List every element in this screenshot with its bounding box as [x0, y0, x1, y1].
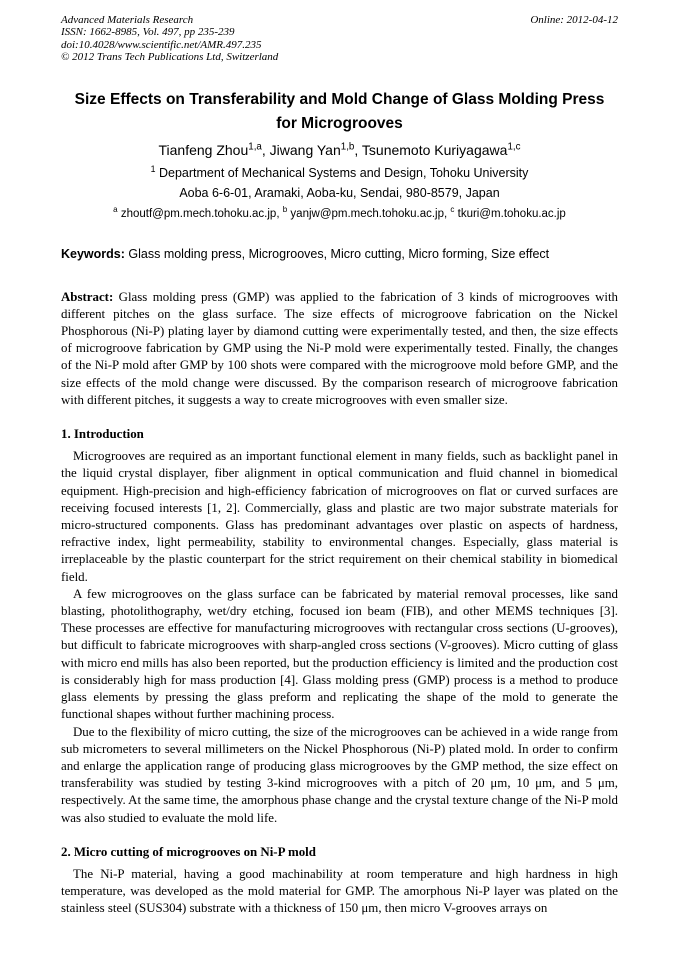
doi-line: doi:10.4028/www.scientific.net/AMR.497.235	[61, 38, 262, 51]
affiliation-sup: 1	[150, 163, 156, 174]
affiliation-text: Department of Mechanical Systems and Design, Tohoku University	[158, 165, 529, 180]
section-heading-introduction: 1. Introduction	[61, 427, 144, 442]
authors-line	[61, 142, 618, 158]
issn-line: ISSN: 1662-8985, Vol. 497, pp 235-239	[61, 26, 235, 39]
affiliation-line	[61, 163, 618, 180]
journal-header	[61, 14, 618, 64]
abstract-label: Abstract:	[61, 289, 114, 304]
author-sup: 1,b	[340, 140, 355, 152]
section-heading-micro-cutting: 2. Micro cutting of microgrooves on Ni-P mold	[61, 844, 316, 859]
keywords-text: Glass molding press, Microgrooves, Micro cutting, Micro forming, Size effect	[128, 246, 550, 261]
keywords-line	[61, 247, 618, 261]
abstract-paragraph	[61, 289, 618, 409]
email-text: tkuri@m.tohoku.ac.jp	[457, 207, 566, 220]
emails-line	[61, 204, 618, 220]
author-name: , Jiwang Yan	[261, 141, 341, 158]
paper-title: Size Effects on Transferability and Mold Change of Glass Molding Press for Microgrooves	[74, 90, 605, 132]
email-text: yanjw@pm.mech.tohoku.ac.jp,	[290, 207, 448, 220]
copyright-line: © 2012 Trans Tech Publications Ltd, Switzerland	[61, 51, 279, 64]
body-paragraph: A few microgrooves on the glass surface can be fabricated by material removal processes, like sand blasting, photolithography, wet/dry etching, focused ion beam (FIB), and other MEMS techniques [3]. These processes are effective for manufacturing microgrooves with rectangular cross sections (U-grooves), but difficult to fabricate microgrooves with sharp-angled cross sections (V-grooves). Micro cutting of glass with micro end mills has also been reported, but the production efficiency is limited and the production cost is considerably high for mass production [4]. Glass molding press (GMP) process is a method to produce glass elements by pressing the glass preform and replicating the shape of the mold to generate the functional shapes without further machining process.	[61, 586, 618, 722]
journal-info-block	[61, 14, 278, 64]
journal-name: Advanced Materials Research	[61, 14, 194, 26]
author-name: Tianfeng Zhou	[158, 141, 249, 158]
author-sup: 1,a	[248, 140, 262, 152]
address-line: Aoba 6-6-01, Aramaki, Aoba-ku, Sendai, 980-8579, Japan	[179, 185, 500, 200]
email-text: zhoutf@pm.mech.tohoku.ac.jp,	[120, 207, 280, 220]
author-name: , Tsunemoto Kuriyagawa	[354, 141, 508, 158]
body-paragraph: Due to the flexibility of micro cutting, the size of the microgrooves can be achieved in a wide range from sub micrometers to several millimeters on the Nickel Phosphorous (Ni-P) plated mold. In order to confirm and enlarge the application range of producing glass microgrooves by the GMP method, the size effect on transferability was studied by testing 3-kind microgrooves with a pitch of 20 μm, 10 μm, and 5 μm, respectively. At the same time, the amorphous phase change and the crystal texture change of the Ni-P mold was also studied to evaluate the mold life.	[61, 724, 618, 825]
abstract-text: Glass molding press (GMP) was applied to the fabrication of 3 kinds of microgrooves with different pitches on the glass surface. The size effects of microgroove fabrication on the Nickel Phosphorous (Ni-P) plating layer by diamond cutting were experimentally tested, and then, the size effects of microgroove fabrication by GMP using the Ni-P mold were experimentally tested. Finally, the changes of the Ni-P mold after GMP by 100 shots were compared with the microgroove mold before GMP, and the size effects of the mold change were discussed. By the comparison research of microgroove fabrication with different pitches, it suggests a way to create microgrooves with even smaller size.	[61, 289, 618, 407]
email-sup: a	[113, 204, 118, 214]
online-date: Online: 2012-04-12	[530, 14, 618, 26]
body-paragraph: Microgrooves are required as an important functional element in many fields, such as backlight panel in the liquid crystal displayer, fiber alignment in optical communication and fluid channel in biomedical equipment. High-precision and high-efficiency fabrication of microgrooves on flat or curved surfaces are receiving focused interests [1, 2]. Commercially, glass and plastic are two major substrate materials for micro-structured components. Glass has predominant advantages over plastic on aspects of hardness, refractive index, light permeability, stability to environmental changes. Especially, glass material is irreplaceable by the plastic counterpart for the strict requirement on their chemical stability in biomedical field.	[61, 449, 618, 584]
email-sup: b	[282, 204, 288, 214]
author-sup: 1,c	[507, 140, 521, 152]
keywords-label: Keywords:	[61, 246, 125, 261]
body-paragraph: The Ni-P material, having a good machinability at room temperature and high hardness in high temperature, was developed as the mold material for GMP. The amorphous Ni-P layer was plated on the stainless steel (SUS304) substrate with a thickness of 150 μm, then micro V-grooves arrays on	[61, 866, 618, 916]
email-sup: c	[450, 204, 455, 214]
